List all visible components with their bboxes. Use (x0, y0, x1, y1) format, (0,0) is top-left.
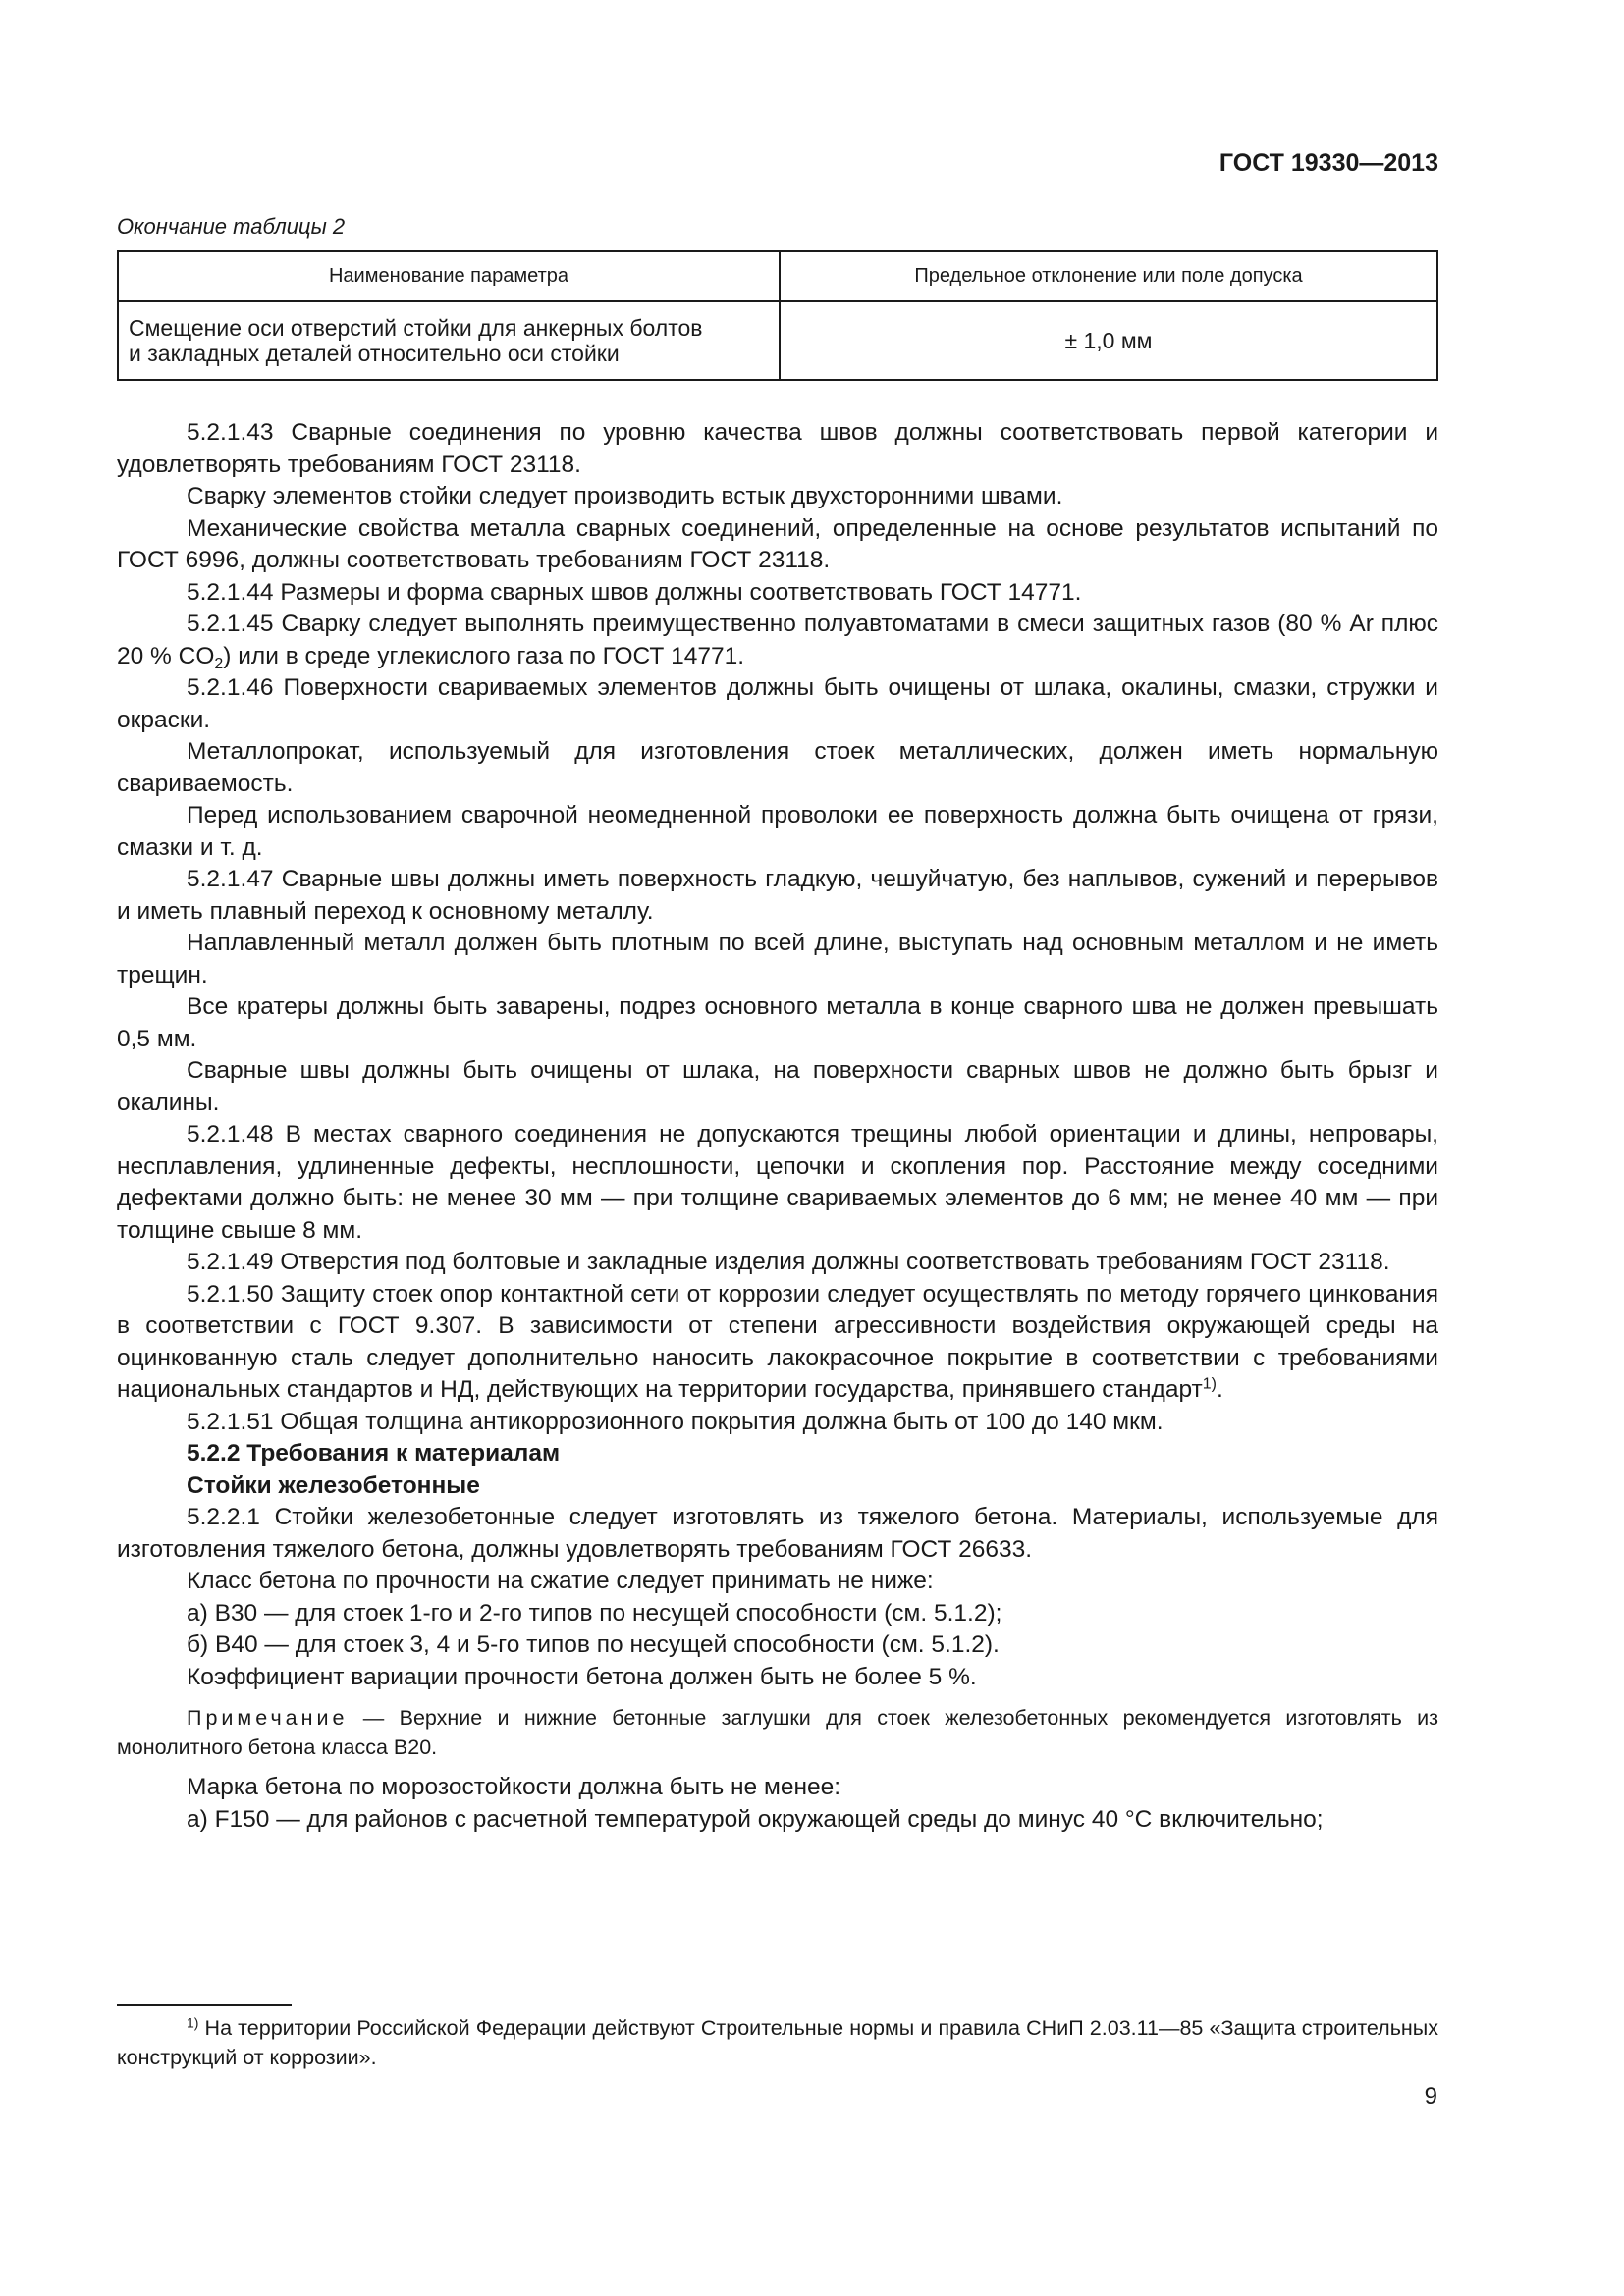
paragraph: 5.2.1.48 В местах сварного соединения не допускаются трещины любой ориентации и длины, непровары, несплавления, удлиненные дефекты, несплошности, цепочки и скопления пор. Расстояние между соседними дефектами должно быть: не менее 30 мм — при толщине свариваемых элементов до 6 мм; не менее 40 мм — при толщине свыше 8 мм. (117, 1121, 1438, 1244)
list-item: а) B30 — для стоек 1-го и 2-го типов по несущей способности (см. 5.1.2); (187, 1599, 1002, 1627)
parameter-line-2: и закладных деталей относительно оси стойки (129, 341, 620, 366)
paragraph: 5.2.1.46 Поверхности свариваемых элементов должны быть очищены от шлака, окалины, смазки, стружки и окраски. (117, 674, 1438, 733)
table-row (118, 301, 1437, 380)
paragraph: 5.2.1.51 Общая толщина антикоррозионного покрытия должна быть от 100 до 140 мкм. (187, 1408, 1164, 1435)
note-label: Примечание (187, 1706, 349, 1730)
parameter-line-1: Смещение оси отверстий стойки для анкерных болтов (129, 315, 703, 341)
paragraph: 5.2.1.47 Сварные швы должны иметь поверхность гладкую, чешуйчатую, без наплывов, сужений и перерывов и иметь плавный переход к основному металлу. (117, 866, 1438, 925)
paragraph: Класс бетона по прочности на сжатие следует принимать не ниже: (187, 1568, 934, 1594)
note (117, 1703, 1438, 1762)
note-text: — Верхние и нижние бетонные заглушки для стоек железобетонных рекомендуется изготовлять из монолитного бетона класса B20. (117, 1706, 1438, 1759)
subsection-heading: Стойки железобетонные (187, 1471, 480, 1499)
list-item: б) B40 — для стоек 3, 4 и 5-го типов по несущей способности (см. 5.1.2). (187, 1631, 1000, 1658)
paragraph: Коэффициент вариации прочности бетона должен быть не более 5 %. (187, 1663, 977, 1690)
table-header-row (118, 251, 1437, 301)
paragraph: 5.2.1.43 Сварные соединения по уровню качества швов должны соответствовать первой категории и удовлетворять требованиям ГОСТ 23118. (117, 419, 1438, 478)
paragraph: Все кратеры должны быть заварены, подрез основного металла в конце сварного шва не должен превышать 0,5 мм. (117, 993, 1438, 1052)
paragraph: Марка бетона по морозостойкости должна быть не менее: (187, 1774, 841, 1800)
footnote-text: На территории Российской Федерации действуют Строительные нормы и правила СНиП 2.03.11—85 «Защита строительных конструкций от коррозии». (117, 2016, 1438, 2069)
section-heading: 5.2.2 Требования к материалам (187, 1440, 561, 1467)
paragraph: Сварные швы должны быть очищены от шлака, на поверхности сварных швов не должно быть брызг и окалины. (117, 1057, 1438, 1116)
paragraph: 5.2.2.1 Стойки железобетонные следует изготовлять из тяжелого бетона. Материалы, используемые для изготовления тяжелого бетона, должны удовлетворять требованиям ГОСТ 26633. (117, 1504, 1438, 1563)
paragraph: Сварку элементов стойки следует производить встык двухсторонними швами. (187, 483, 1063, 509)
footnote (117, 2013, 1438, 2072)
column-header-parameter: Наименование параметра (118, 251, 780, 301)
paragraph-part: 5.2.1.50 Защиту стоек опор контактной сети от коррозии следует осуществлять по методу горячего цинкования в соответствии с ГОСТ 9.307. В зависимости от степени агрессивности воздействия окружающей среды на оцинкованную сталь следует дополнительно наносить лакокрасочное покрытие в соответствии с требованиями национальных стандартов и НД, действующих на территории государства, принявшего стандарт (117, 1280, 1438, 1403)
paragraph: Механические свойства металла сварных соединений, определенные на основе результатов испытаний по ГОСТ 6996, должны соответствовать требованиям ГОСТ 23118. (117, 514, 1438, 573)
body-text (117, 417, 1438, 1836)
list-item: а) F150 — для районов с расчетной температурой окружающей среды до минус 40 °С включительно; (187, 1805, 1324, 1833)
paragraph (117, 1279, 1438, 1407)
paragraph (117, 609, 1438, 672)
table-caption: Окончание таблицы 2 (117, 214, 346, 239)
paragraph-part: ) или в среде углекислого газа по ГОСТ 14771. (223, 642, 745, 669)
paragraph: 5.2.1.49 Отверстия под болтовые и закладные изделия должны соответствовать требованиям ГОСТ 23118. (187, 1249, 1390, 1275)
paragraph: Наплавленный металл должен быть плотным по всей длине, выступать над основным металлом и не иметь трещин. (117, 930, 1438, 988)
footnote-reference: 1) (1202, 1375, 1217, 1393)
paragraph: Металлопрокат, используемый для изготовления стоек металлических, должен иметь нормальную свариваемость. (117, 738, 1438, 797)
parameters-table (117, 250, 1438, 381)
paragraph: Перед использованием сварочной неомедненной проволоки ее поверхность должна быть очищена от грязи, смазки и т. д. (117, 802, 1438, 861)
page-number: 9 (1424, 2083, 1437, 2109)
footnote-marker: 1) (187, 2014, 199, 2031)
paragraph: 5.2.1.44 Размеры и форма сварных швов должны соответствовать ГОСТ 14771. (187, 578, 1082, 606)
column-header-tolerance: Предельное отклонение или поле допуска (780, 251, 1437, 301)
paragraph-part: . (1216, 1376, 1223, 1403)
table-cell-parameter (118, 301, 780, 380)
subscript: 2 (214, 655, 224, 672)
document-code: ГОСТ 19330—2013 (1218, 149, 1438, 177)
footnote-divider (117, 2004, 292, 2006)
table-cell-tolerance: ± 1,0 мм (780, 301, 1437, 380)
paragraph-part: 5.2.1.45 Сварку следует выполнять преимущественно полуавтоматами в смеси защитных газов (80 % Ar плюс 20 % CO (117, 611, 1438, 669)
